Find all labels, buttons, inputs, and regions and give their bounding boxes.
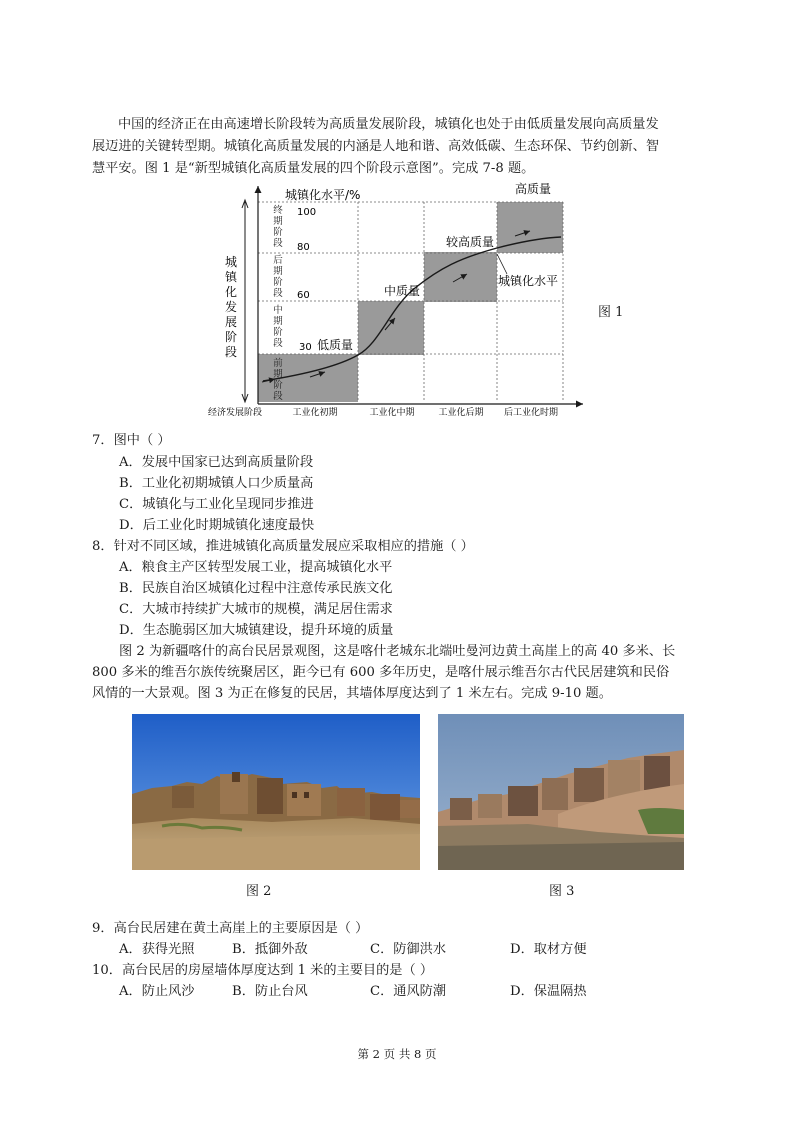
figure-3-photo (438, 714, 684, 870)
figure-2-photo (132, 714, 420, 870)
x-cat-3: 工业化后期 (438, 408, 484, 418)
q8-option-a[interactable]: A．粮食主产区转型发展工业，提高城镇化水平 (119, 560, 393, 575)
y-tick-80: 80 (297, 242, 310, 253)
x-axis-title: 经济发展阶段 (207, 408, 263, 418)
left-axis-label-5: 展 (224, 315, 238, 329)
stage-mid-2: 期 (273, 316, 283, 327)
y-tick-60: 60 (297, 290, 310, 301)
q10-option-a[interactable]: A．防止风沙 (119, 984, 195, 999)
intro-line-1: 中国的经济正在由高速增长阶段转为高质量发展阶段，城镇化也处于由低质量发展向高质量发 (118, 117, 659, 132)
x-cat-2: 工业化中期 (369, 408, 415, 418)
stage-final-1: 终 (273, 205, 283, 216)
q10-option-c[interactable]: C．通风防潮 (370, 984, 447, 999)
q8-option-b[interactable]: B．民族自治区城镇化过程中注意传承民族文化 (119, 581, 393, 596)
q9-option-d[interactable]: D．取材方便 (510, 942, 587, 957)
q8-option-c[interactable]: C．大城市持续扩大城市的规模，满足居住需求 (119, 602, 393, 617)
q9-option-a[interactable]: A．获得光照 (119, 942, 195, 957)
stage-mid-1: 中 (273, 305, 283, 316)
figure-2-caption: 图 2 (246, 884, 272, 899)
intro2-line-3: 风情的一大景观。图 3 为正在修复的民居，其墙体厚度达到了 1 米左右。完成 9-10 题。 (92, 686, 612, 701)
intro-line-3: 慧平安。图 1 是“新型城镇化高质量发展的四个阶段示意图”。完成 7-8 题。 (92, 161, 535, 176)
y-axis-title: 城镇化水平/% (285, 188, 361, 202)
stage-late-2: 期 (273, 266, 283, 277)
left-axis-label-4: 发 (224, 300, 238, 314)
stage-early-3: 阶 (273, 380, 283, 391)
q8-stem: 8．针对不同区域，推进城镇化高质量发展应采取相应的措施（ ） (92, 539, 474, 554)
top-right-label: 高质量 (515, 182, 552, 196)
stage-late-1: 后 (273, 255, 283, 266)
q10-stem: 10．高台民居的房屋墙体厚度达到 1 米的主要目的是（ ） (92, 963, 434, 978)
q7-option-b[interactable]: B．工业化初期城镇人口少质量高 (119, 476, 314, 491)
x-cat-1: 工业化初期 (292, 408, 338, 418)
q9-stem: 9．高台民居建在黄土高崖上的主要原因是（ ） (92, 921, 369, 936)
label-curve: 城镇化水平 (498, 274, 559, 288)
stage-early-1: 前 (273, 358, 283, 369)
stage-mid-3: 阶 (273, 327, 283, 338)
left-axis-label-1: 城 (224, 255, 238, 269)
stage-final-2: 期 (273, 216, 283, 227)
intro2-line-1: 图 2 为新疆喀什的高台民居景观图，这是喀什老城东北端吐曼河边黄土高崖上的高 40 多米、长 (119, 644, 676, 659)
figure-1-diagram (207, 178, 595, 428)
stage-final-3: 阶 (273, 227, 283, 238)
q8-option-d[interactable]: D．生态脆弱区加大城镇建设，提升环境的质量 (119, 623, 394, 638)
intro-line-2: 展迈进的关键转型期。城镇化高质量发展的内涵是人地和谐、高效低碳、生态环保、节约创新、智 (92, 139, 660, 154)
q9-option-c[interactable]: C．防御洪水 (370, 942, 447, 957)
q7-option-c[interactable]: C．城镇化与工业化呈现同步推进 (119, 497, 314, 512)
stage-mid-4: 段 (273, 338, 283, 349)
y-tick-100: 100 (297, 207, 317, 218)
label-low-quality: 低质量 (317, 338, 354, 352)
figure-1-label: 图 1 (598, 305, 624, 320)
q7-option-a[interactable]: A．发展中国家已达到高质量阶段 (119, 455, 314, 470)
figure-3-caption: 图 3 (549, 884, 575, 899)
stage-early-4: 段 (273, 391, 283, 402)
q7-option-d[interactable]: D．后工业化时期城镇化速度最快 (119, 518, 315, 533)
stage-early-2: 期 (273, 369, 283, 380)
stage-late-4: 段 (273, 288, 283, 299)
label-mid-quality: 中质量 (384, 284, 421, 298)
x-cat-4: 后工业化时期 (503, 408, 559, 418)
left-axis-label-6: 阶 (224, 330, 238, 344)
page-footer: 第 2 页 共 8 页 (357, 1047, 437, 1061)
left-axis-label-2: 镇 (224, 270, 238, 284)
q9-option-b[interactable]: B．抵御外敌 (232, 942, 308, 957)
stage-late-3: 阶 (273, 277, 283, 288)
label-higher-quality: 较高质量 (446, 235, 495, 249)
left-axis-label-7: 段 (224, 345, 238, 359)
left-axis-label-3: 化 (224, 285, 238, 299)
stage-final-4: 段 (273, 238, 283, 249)
y-tick-30: 30 (299, 342, 312, 353)
q7-stem: 7．图中（ ） (92, 433, 171, 448)
q10-option-b[interactable]: B．防止台风 (232, 984, 308, 999)
q10-option-d[interactable]: D．保温隔热 (510, 984, 587, 999)
intro2-line-2: 800 多米的维吾尔族传统聚居区，距今已有 600 多年历史，是喀什展示维吾尔古代民居建筑和民俗 (92, 665, 670, 680)
